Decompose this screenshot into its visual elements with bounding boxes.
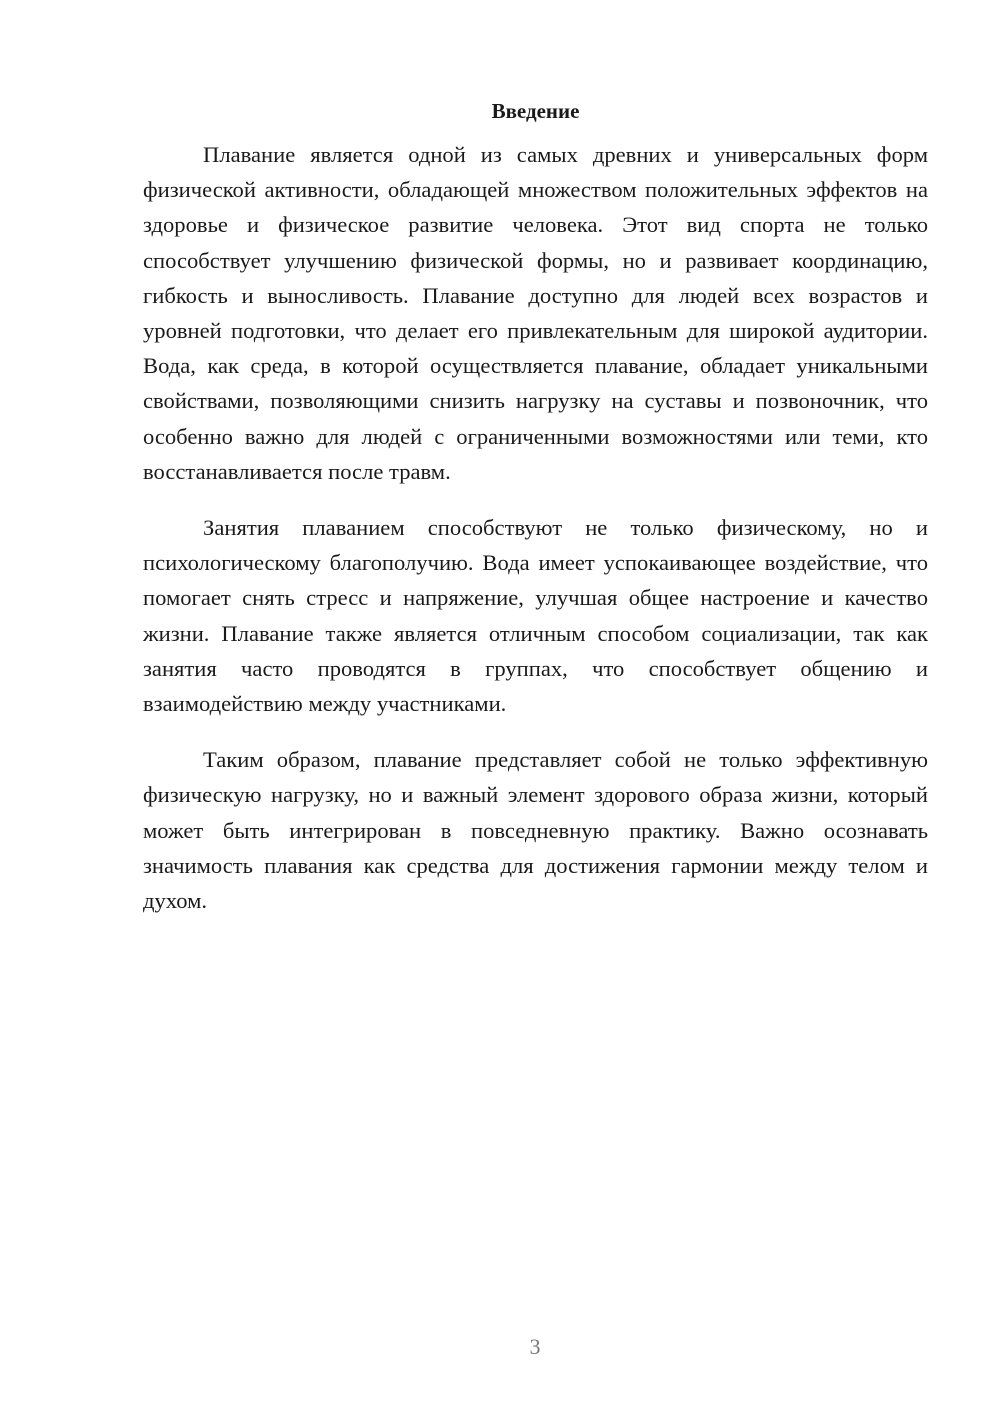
paragraph-2: Занятия плаванием способствуют не только физическому, но и психологическому благополучию. Вода имеет успокаивающее воздействие, что помогает снять стресс и напряжение, улучшая общее настроение и качество жизни. Плавание также является отличным способом социализации, так как занятия часто проводятся в группах, что способствует общению и взаимодействию между участниками. [143,515,928,717]
page-content [143,96,928,939]
section-heading: Введение [491,99,580,123]
page-number: 3 [529,1334,541,1359]
paragraph-3: Таким образом, плавание представляет собой не только эффективную физическую нагрузку, но и важный элемент здорового образа жизни, который может быть интегрирован в повседневную практику. Важно осознавать значимость плавания как средства для достижения гармонии между телом и духом. [143,747,928,914]
paragraph-1: Плавание является одной из самых древних и универсальных форм физической активности, обладающей множеством положительных эффектов на здоровье и физическое развитие человека. Этот вид спорта не только способствует улучшению физической формы, но и развивает координацию, гибкость и выносливость. Плавание доступно для людей всех возрастов и уровней подготовки, что делает его привлекательным для широкой аудитории. Вода, как среда, в которой осуществляется плавание, обладает уникальными свойствами, позволяющими снизить нагрузку на суставы и позвоночник, что особенно важно для людей с ограниченными возможностями или теми, кто восстанавливается после травм. [143,142,928,484]
